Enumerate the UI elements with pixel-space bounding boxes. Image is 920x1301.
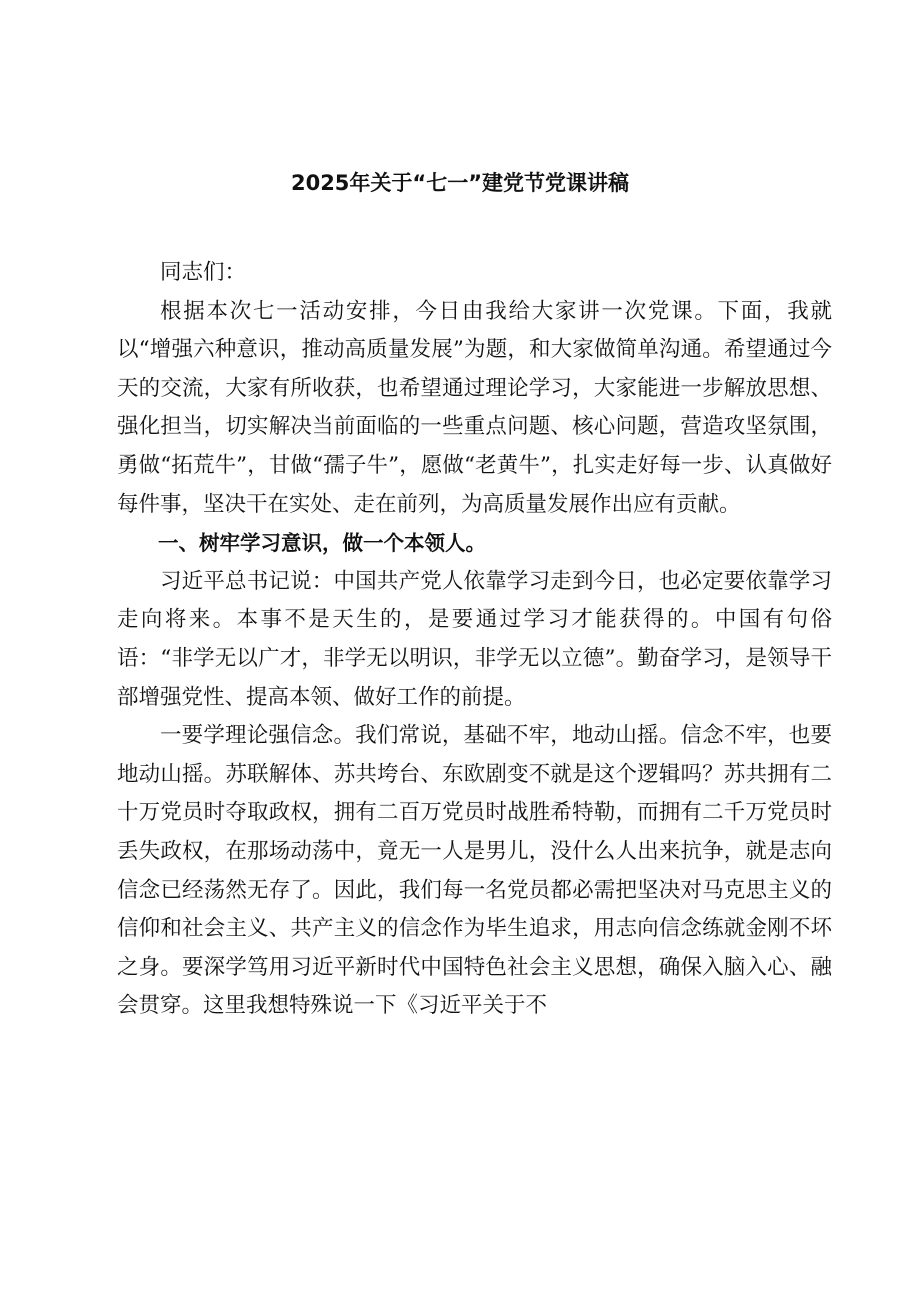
section-heading: 一、树牢学习意识，做一个本领人。 bbox=[158, 531, 486, 556]
body-paragraph: 一要学理论强信念。我们常说，基础不牢，地动山摇。信念不牢，也要地动山摇。苏联解体、苏共垮台、东欧剧变不就是这个逻辑吗？苏共拥有二十万党员时夺取政权，拥有二百万党员时战胜希特勒，而拥有二千万党员时丢失政权，在那场动荡中，竟无一人是男儿，没什么人出来抗争，就是志向信念已经荡然无存了。因此，我们每一名党员都必需把坚决对马克思主义的信仰和社会主义、共产主义的信念作为毕生追求，用志向信念练就金刚不坏之身。要深学笃用习近平新时代中国特色社会主义思想，确保入脑入心、融会贯穿。这里我想特殊说一下《习近平关于不 bbox=[117, 723, 832, 1019]
salutation: 同志们： bbox=[160, 260, 247, 285]
document-title: 2025年关于“七一”建党节党课讲稿 bbox=[290, 171, 630, 195]
body-paragraph: 习近平总书记说：中国共产党人依靠学习走到今日，也必定要依靠学习走向将来。本事不是天生的，是要通过学习才能获得的。中国有句俗语：“非学无以广才，非学无以明识，非学无以立德”。勤奋学习，是领导干部增强党性、提高本领、做好工作的前提。 bbox=[117, 568, 832, 710]
intro-paragraph: 根据本次七一活动安排，今日由我给大家讲一次党课。下面，我就以“增强六种意识，推动高质量发展”为题，和大家做简单沟通。希望通过今天的交流，大家有所收获，也希望通过理论学习，大家能进一步解放思想、强化担当，切实解决当前面临的一些重点问题、核心问题，营造攻坚氛围，勇做“拓荒牛”，甘做“孺子牛”，愿做“老黄牛”，扎实走好每一步、认真做好每件事，坚决干在实处、走在前列，为高质量发展作出应有贡献。 bbox=[117, 298, 832, 517]
document-body bbox=[117, 254, 832, 1026]
